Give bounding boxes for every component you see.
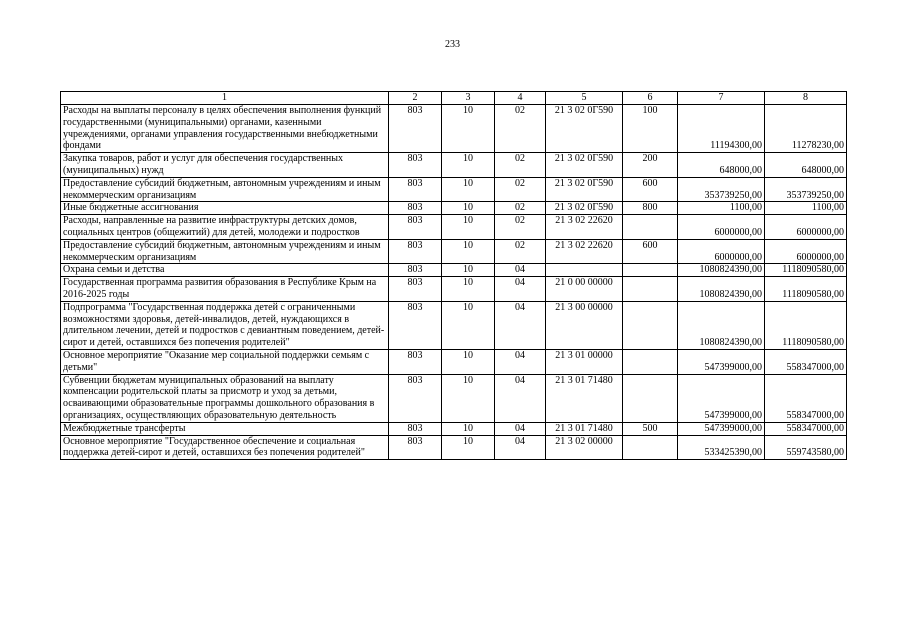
- expense-type-code: [623, 264, 678, 277]
- amount-year-2: 1118090580,00: [765, 264, 847, 277]
- expense-type-code: 800: [623, 202, 678, 215]
- expense-type-code: 600: [623, 177, 678, 202]
- row-name: Расходы на выплаты персоналу в целях обеспечения выполнения функций государственными (муниципальными) органами, казенными учреждениями, органами управления государственными внебюджетными фондами: [61, 105, 389, 153]
- ministry-code: 803: [389, 349, 442, 374]
- table-row: [61, 349, 847, 374]
- table-row: [61, 277, 847, 302]
- target-article-code: 21 3 02 22620: [546, 239, 623, 264]
- target-article-code: 21 3 02 00000: [546, 435, 623, 460]
- expense-type-code: 100: [623, 105, 678, 153]
- amount-year-2: 558347000,00: [765, 422, 847, 435]
- row-name: Субвенции бюджетам муниципальных образований на выплату компенсации родительской платы за присмотр и уход за детьми, осваивающими образовательные программы дошкольного образования в организациях, осуществляющих образовательную деятельность: [61, 374, 389, 422]
- amount-year-2: 648000,00: [765, 153, 847, 178]
- page-number: 233: [445, 39, 460, 50]
- column-header: 4: [495, 92, 546, 105]
- table-row: [61, 301, 847, 349]
- section-code: 10: [442, 422, 495, 435]
- subsection-code: 04: [495, 277, 546, 302]
- amount-year-2: 1118090580,00: [765, 301, 847, 349]
- subsection-code: 04: [495, 374, 546, 422]
- amount-year-1: 1080824390,00: [678, 277, 765, 302]
- amount-year-2: 558347000,00: [765, 349, 847, 374]
- ministry-code: 803: [389, 422, 442, 435]
- amount-year-2: 1100,00: [765, 202, 847, 215]
- section-code: 10: [442, 277, 495, 302]
- ministry-code: 803: [389, 435, 442, 460]
- ministry-code: 803: [389, 202, 442, 215]
- section-code: 10: [442, 349, 495, 374]
- column-header: 1: [61, 92, 389, 105]
- subsection-code: 04: [495, 422, 546, 435]
- table-row: [61, 239, 847, 264]
- section-code: 10: [442, 374, 495, 422]
- target-article-code: 21 3 02 0Г590: [546, 105, 623, 153]
- amount-year-2: 6000000,00: [765, 239, 847, 264]
- section-code: 10: [442, 435, 495, 460]
- expense-type-code: 200: [623, 153, 678, 178]
- table-row: [61, 264, 847, 277]
- ministry-code: 803: [389, 277, 442, 302]
- amount-year-2: 1118090580,00: [765, 277, 847, 302]
- amount-year-1: 1080824390,00: [678, 264, 765, 277]
- table-row: [61, 153, 847, 178]
- table-row: [61, 105, 847, 153]
- subsection-code: 04: [495, 264, 546, 277]
- target-article-code: 21 3 02 0Г590: [546, 153, 623, 178]
- section-code: 10: [442, 239, 495, 264]
- expense-type-code: [623, 435, 678, 460]
- ministry-code: 803: [389, 215, 442, 240]
- expense-type-code: 500: [623, 422, 678, 435]
- budget-table: [60, 91, 847, 460]
- ministry-code: 803: [389, 105, 442, 153]
- amount-year-1: 533425390,00: [678, 435, 765, 460]
- row-name: Иные бюджетные ассигнования: [61, 202, 389, 215]
- table-row: [61, 202, 847, 215]
- target-article-code: [546, 264, 623, 277]
- row-name: Закупка товаров, работ и услуг для обеспечения государственных (муниципальных) нужд: [61, 153, 389, 178]
- row-name: Основное мероприятие "Государственное обеспечение и социальная поддержка детей-сирот и детей, оставшихся без попечения родителей": [61, 435, 389, 460]
- amount-year-1: 6000000,00: [678, 239, 765, 264]
- ministry-code: 803: [389, 301, 442, 349]
- amount-year-2: 353739250,00: [765, 177, 847, 202]
- amount-year-1: 547399000,00: [678, 349, 765, 374]
- amount-year-1: 6000000,00: [678, 215, 765, 240]
- expense-type-code: 600: [623, 239, 678, 264]
- expense-type-code: [623, 301, 678, 349]
- section-code: 10: [442, 177, 495, 202]
- section-code: 10: [442, 153, 495, 178]
- subsection-code: 02: [495, 105, 546, 153]
- expense-type-code: [623, 215, 678, 240]
- table-row: [61, 177, 847, 202]
- row-name: Предоставление субсидий бюджетным, автономным учреждениям и иным некоммерческим организациям: [61, 177, 389, 202]
- target-article-code: 21 3 02 22620: [546, 215, 623, 240]
- ministry-code: 803: [389, 264, 442, 277]
- table-header-row: [61, 92, 847, 105]
- target-article-code: 21 3 01 00000: [546, 349, 623, 374]
- target-article-code: 21 3 01 71480: [546, 422, 623, 435]
- ministry-code: 803: [389, 374, 442, 422]
- expense-type-code: [623, 349, 678, 374]
- table-row: [61, 422, 847, 435]
- subsection-code: 02: [495, 153, 546, 178]
- target-article-code: 21 0 00 00000: [546, 277, 623, 302]
- expense-type-code: [623, 277, 678, 302]
- amount-year-2: 559743580,00: [765, 435, 847, 460]
- section-code: 10: [442, 215, 495, 240]
- table-row: [61, 435, 847, 460]
- ministry-code: 803: [389, 153, 442, 178]
- row-name: Межбюджетные трансферты: [61, 422, 389, 435]
- target-article-code: 21 3 02 0Г590: [546, 177, 623, 202]
- amount-year-1: 11194300,00: [678, 105, 765, 153]
- column-header: 6: [623, 92, 678, 105]
- amount-year-1: 547399000,00: [678, 374, 765, 422]
- column-header: 5: [546, 92, 623, 105]
- row-name: Основное мероприятие "Оказание мер социальной поддержки семьям с детьми": [61, 349, 389, 374]
- section-code: 10: [442, 202, 495, 215]
- amount-year-1: 648000,00: [678, 153, 765, 178]
- target-article-code: 21 3 00 00000: [546, 301, 623, 349]
- row-name: Государственная программа развития образования в Республике Крым на 2016-2025 годы: [61, 277, 389, 302]
- target-article-code: 21 3 02 0Г590: [546, 202, 623, 215]
- column-header: 7: [678, 92, 765, 105]
- table-row: [61, 215, 847, 240]
- section-code: 10: [442, 264, 495, 277]
- row-name: Предоставление субсидий бюджетным, автономным учреждениям и иным некоммерческим организациям: [61, 239, 389, 264]
- subsection-code: 04: [495, 349, 546, 374]
- table-row: [61, 374, 847, 422]
- section-code: 10: [442, 301, 495, 349]
- subsection-code: 02: [495, 177, 546, 202]
- ministry-code: 803: [389, 239, 442, 264]
- subsection-code: 02: [495, 202, 546, 215]
- expense-type-code: [623, 374, 678, 422]
- subsection-code: 04: [495, 435, 546, 460]
- subsection-code: 02: [495, 215, 546, 240]
- section-code: 10: [442, 105, 495, 153]
- row-name: Охрана семьи и детства: [61, 264, 389, 277]
- column-header: 3: [442, 92, 495, 105]
- amount-year-1: 353739250,00: [678, 177, 765, 202]
- amount-year-1: 1100,00: [678, 202, 765, 215]
- target-article-code: 21 3 01 71480: [546, 374, 623, 422]
- amount-year-2: 6000000,00: [765, 215, 847, 240]
- amount-year-2: 11278230,00: [765, 105, 847, 153]
- ministry-code: 803: [389, 177, 442, 202]
- subsection-code: 02: [495, 239, 546, 264]
- column-header: 8: [765, 92, 847, 105]
- amount-year-2: 558347000,00: [765, 374, 847, 422]
- row-name: Подпрограмма "Государственная поддержка детей с ограниченными возможностями здоровья, детей-инвалидов, детей, нуждающихся в длительном лечении, детей и подростков с девиантным поведением, детей-сирот и детей, оставшихся без попечения родителей": [61, 301, 389, 349]
- column-header: 2: [389, 92, 442, 105]
- row-name: Расходы, направленные на развитие инфраструктуры детских домов, социальных центров (общежитий) для детей, молодежи и подростков: [61, 215, 389, 240]
- subsection-code: 04: [495, 301, 546, 349]
- amount-year-1: 547399000,00: [678, 422, 765, 435]
- amount-year-1: 1080824390,00: [678, 301, 765, 349]
